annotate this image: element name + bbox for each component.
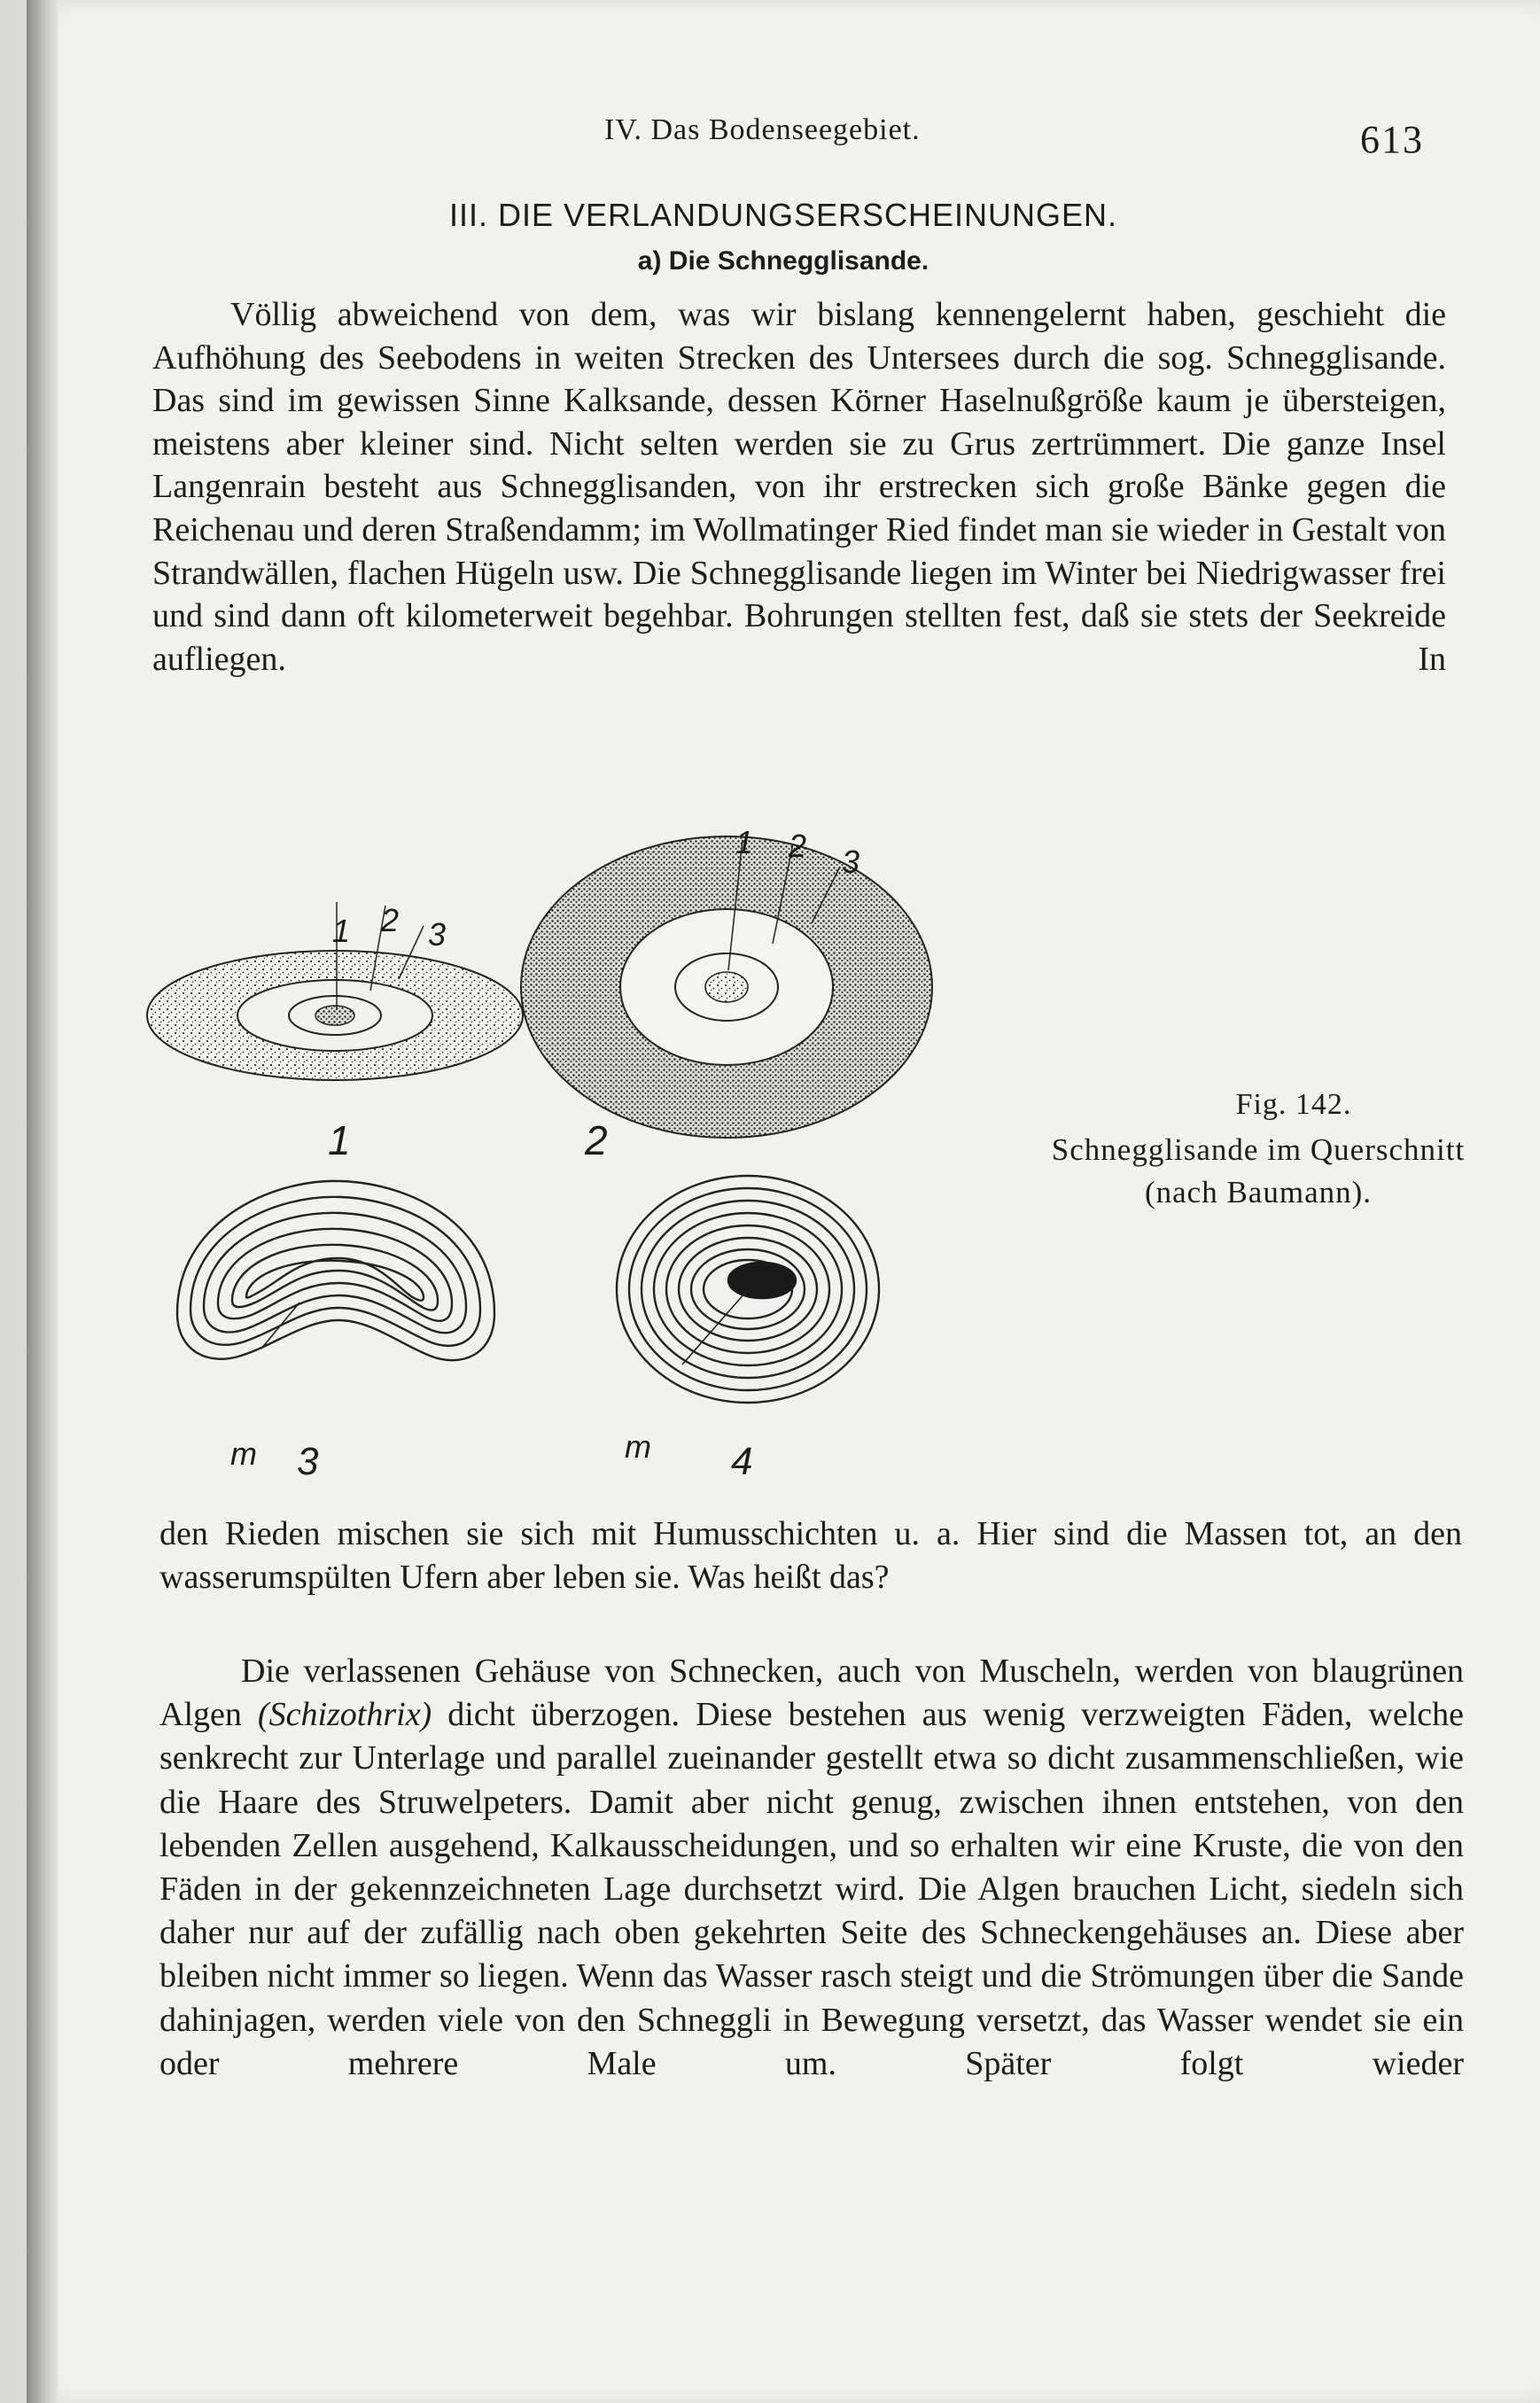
section-title: a) Die Schnegglisande. [637, 246, 929, 276]
diagram-2 [521, 836, 932, 1138]
paragraph-3-part-1: Die verlassenen Gehäuse von Schnecken, auch von Muscheln, werden von blaugrünen Algen [159, 1653, 1464, 1734]
book-spine-shadow [27, 0, 58, 2403]
diagram-2-label-1: 1 [735, 824, 754, 860]
paragraph-3 [159, 1650, 1464, 2086]
figure-number: Fig. 142. [1235, 1088, 1352, 1121]
panel-label-1: 1 [328, 1117, 351, 1163]
marker-label-m-right: m [625, 1428, 651, 1465]
figure-142 [142, 824, 1506, 1483]
diagram-1-label-3: 3 [428, 916, 447, 953]
panel-label-3: 3 [297, 1440, 319, 1483]
paragraph-3-italic-term: (Schizothrix) [257, 1696, 432, 1734]
figure-caption: Schnegglisande im Querschnitt [1051, 1132, 1466, 1167]
figure-source: (nach Baumann). [1144, 1175, 1373, 1209]
chapter-title: III. DIE VERLANDUNGSERSCHEINUNGEN. [448, 197, 1118, 233]
diagram-2-label-2: 2 [789, 828, 807, 864]
panel-label-4: 4 [731, 1440, 753, 1483]
marker-label-m-left: m [230, 1435, 257, 1472]
diagram-3 [177, 1181, 494, 1360]
running-head: IV. Das Bodenseegebiet. [604, 113, 921, 146]
paragraph-2: den Rieden mischen sie sich mit Humusschichten u. a. Hier sind die Massen tot, an den wasserumspülten Ufern aber leben sie. Was heißt das? [159, 1515, 1462, 1596]
paragraph-3-part-2: dicht überzogen. Diese bestehen aus wenig verzweigten Fäden, welche senkrecht zur Unterlage und parallel zueinander gestellt etwa so dicht zusammenschließen, wie die Haare des Struwelpeters. Damit aber nicht genug, zwischen ihnen entstehen, von den lebenden Zellen ausgehend, Kalkausscheidungen, und so erhalten wir eine Kruste, die von den Fäden in der gekennzeichneten Lage durchsetzt wird. Die Algen brauchen Licht, siedeln sich daher nur auf der zufällig nach oben gekehrten Seite des Schneckengehäuses an. Diese aber bleiben nicht immer so liegen. Wenn das Wasser rasch steigt und die Strömungen über die Sande dahinjagen, werden viele von den Schneggli in Bewegung versetzt, das Wasser wendet sie ein oder mehrere Male um. Später folgt wieder [159, 1696, 1464, 2082]
book-page [27, 0, 1540, 2403]
paragraph-1: Völlig abweichend von dem, was wir bislang kennengelernt haben, geschieht die Aufhöhung des Seebodens in weiten Strecken des Untersees durch die sog. Schnegglisande. Das sind im gewissen Sinne Kalksande, dessen Körner Haselnußgröße kaum je übersteigen, meistens aber kleiner sind. Nicht selten werden sie zu Grus zertrümmert. Die ganze Insel Langenrain besteht aus Schnegglisanden, von ihr erstrecken sich große Bänke gegen die Reichenau und deren Straßendamm; im Wollmatinger Ried findet man sie wieder in Gestalt von Strandwällen, flachen Hügeln usw. Die Schnegglisande liegen im Winter bei Niedrigwasser frei und sind dann oft kilometerweit begehbar. Bohrungen stellten fest, daß sie stets der Seekreide aufliegen. In [152, 296, 1446, 678]
diagram-4 [617, 1176, 879, 1403]
diagram-1-label-2: 2 [381, 902, 400, 938]
panel-label-2: 2 [585, 1117, 608, 1163]
diagram-2-label-3: 3 [842, 844, 860, 880]
diagram-1-label-1: 1 [332, 913, 351, 949]
page-number: 613 [1360, 118, 1424, 161]
